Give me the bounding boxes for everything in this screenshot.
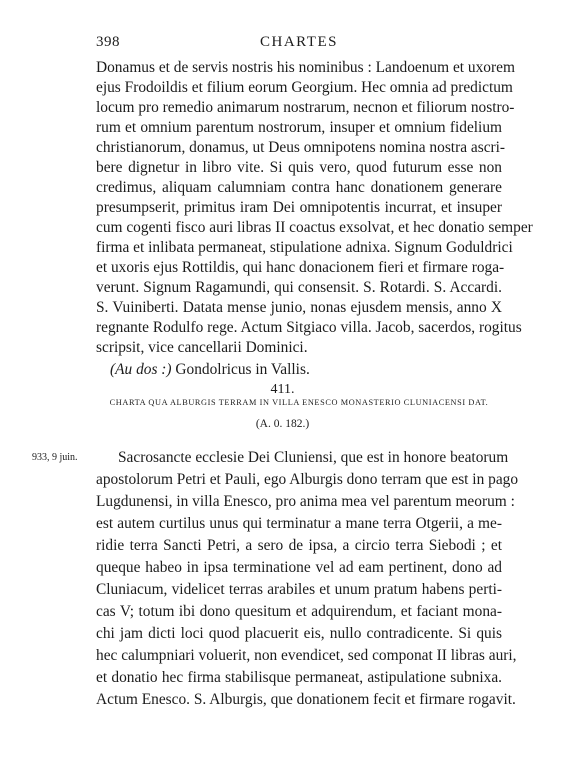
- text-line: ridie terra Sancti Petri, a sero de ipsa, a circio terra Siebodi ; et: [96, 537, 502, 554]
- dorse-label: (Au dos :): [110, 361, 172, 378]
- text-line: locum pro remedio animarum nostrarum, necnon et filiorum nostro-: [96, 99, 515, 116]
- text-line: rum et omnium parentum nostrorum, insuper et omnium fidelium: [96, 119, 502, 136]
- text-line: firma et inlibata permaneat, stipulatione adnixa. Signum Goduldrici: [96, 239, 513, 256]
- text-line: Donamus et de servis nostris his nominibus : Landoenum et uxorem: [96, 59, 515, 76]
- dorse-text: Gondolricus in Vallis.: [171, 361, 310, 378]
- charter-number: 411.: [270, 382, 295, 397]
- margin-date: 933, 9 juin.: [32, 452, 78, 463]
- text-line: Sacrosancte ecclesie Dei Cluniensi, que est in honore beatorum: [118, 449, 509, 466]
- text-line: bere dignetur in libro vite. Si quis vero, quod futurum esse non: [96, 159, 502, 176]
- page-number: 398: [96, 34, 120, 50]
- dorse-note: [110, 360, 310, 380]
- text-line: verunt. Signum Ragamundi, qui consensit. S. Rotardi. S. Accardi.: [96, 279, 502, 296]
- text-line: apostolorum Petri et Pauli, ego Alburgis dono terram que est in pago: [96, 471, 519, 488]
- text-line: S. Vuiniberti. Datata mense junio, nonas ejusdem mensis, anno X: [96, 299, 502, 316]
- text-line: hec calumpniari voluerit, non evendicet, sed componat II libras auri,: [96, 647, 517, 664]
- text-line: est autem curtilus unus qui terminatur a mane terra Otgerii, a me-: [96, 515, 502, 532]
- text-line: cum cogenti fisco auri libras II coactus exsolvat, et hec donatio semper: [96, 219, 533, 236]
- page-header: [96, 34, 502, 54]
- text-line: christianorum, donamus, ut Deus omnipotens nomina nostra ascri-: [96, 139, 506, 156]
- text-line: et donatio hec firma stabilisque permaneat, astipulatione subnixa.: [96, 669, 502, 686]
- text-line: queque habeo in ipsa terminatione vel ad eam pertinent, dono ad: [96, 559, 502, 576]
- text-line: regnante Rodulfo rege. Actum Sitgiaco villa. Jacob, sacerdos, rogitus: [96, 319, 522, 336]
- text-line: Actum Enesco. S. Alburgis, que donationem fecit et firmare rogavit.: [96, 691, 516, 708]
- text-line: cas V; totum ibi dono quesitum et adquirendum, et faciant mona-: [96, 603, 502, 620]
- running-title: CHARTES: [260, 34, 338, 50]
- text-line: chi jam dicti loci quod placuerit eis, nullo contradicente. Si quis: [96, 625, 502, 642]
- text-line: et uxoris ejus Rottildis, qui hanc donacionem fieri et firmare roga-: [96, 259, 505, 276]
- text-line: Cluniacum, videlicet terras arabiles et unum pratum habens perti-: [96, 581, 502, 598]
- charter-title: CHARTA QUA ALBURGIS TERRAM IN VILLA ENESCO MONASTERIO CLUNIACENSI DAT.: [109, 398, 489, 407]
- text-line: presumpserit, primitus iram Dei omnipotentis incurrat, et insuper: [96, 199, 502, 216]
- text-line: Lugdunensi, in villa Enesco, pro anima mea vel parentum meorum :: [96, 493, 515, 510]
- charter-date: (A. 0. 182.): [255, 418, 310, 430]
- text-line: scripsit, vice cancellarii Dominici.: [96, 339, 308, 356]
- text-line: credimus, aliquam calumniam contra hanc donationem generare: [96, 179, 502, 196]
- text-line: ejus Frodoildis et filium eorum Georgium. Hec omnia ad predictum: [96, 79, 513, 96]
